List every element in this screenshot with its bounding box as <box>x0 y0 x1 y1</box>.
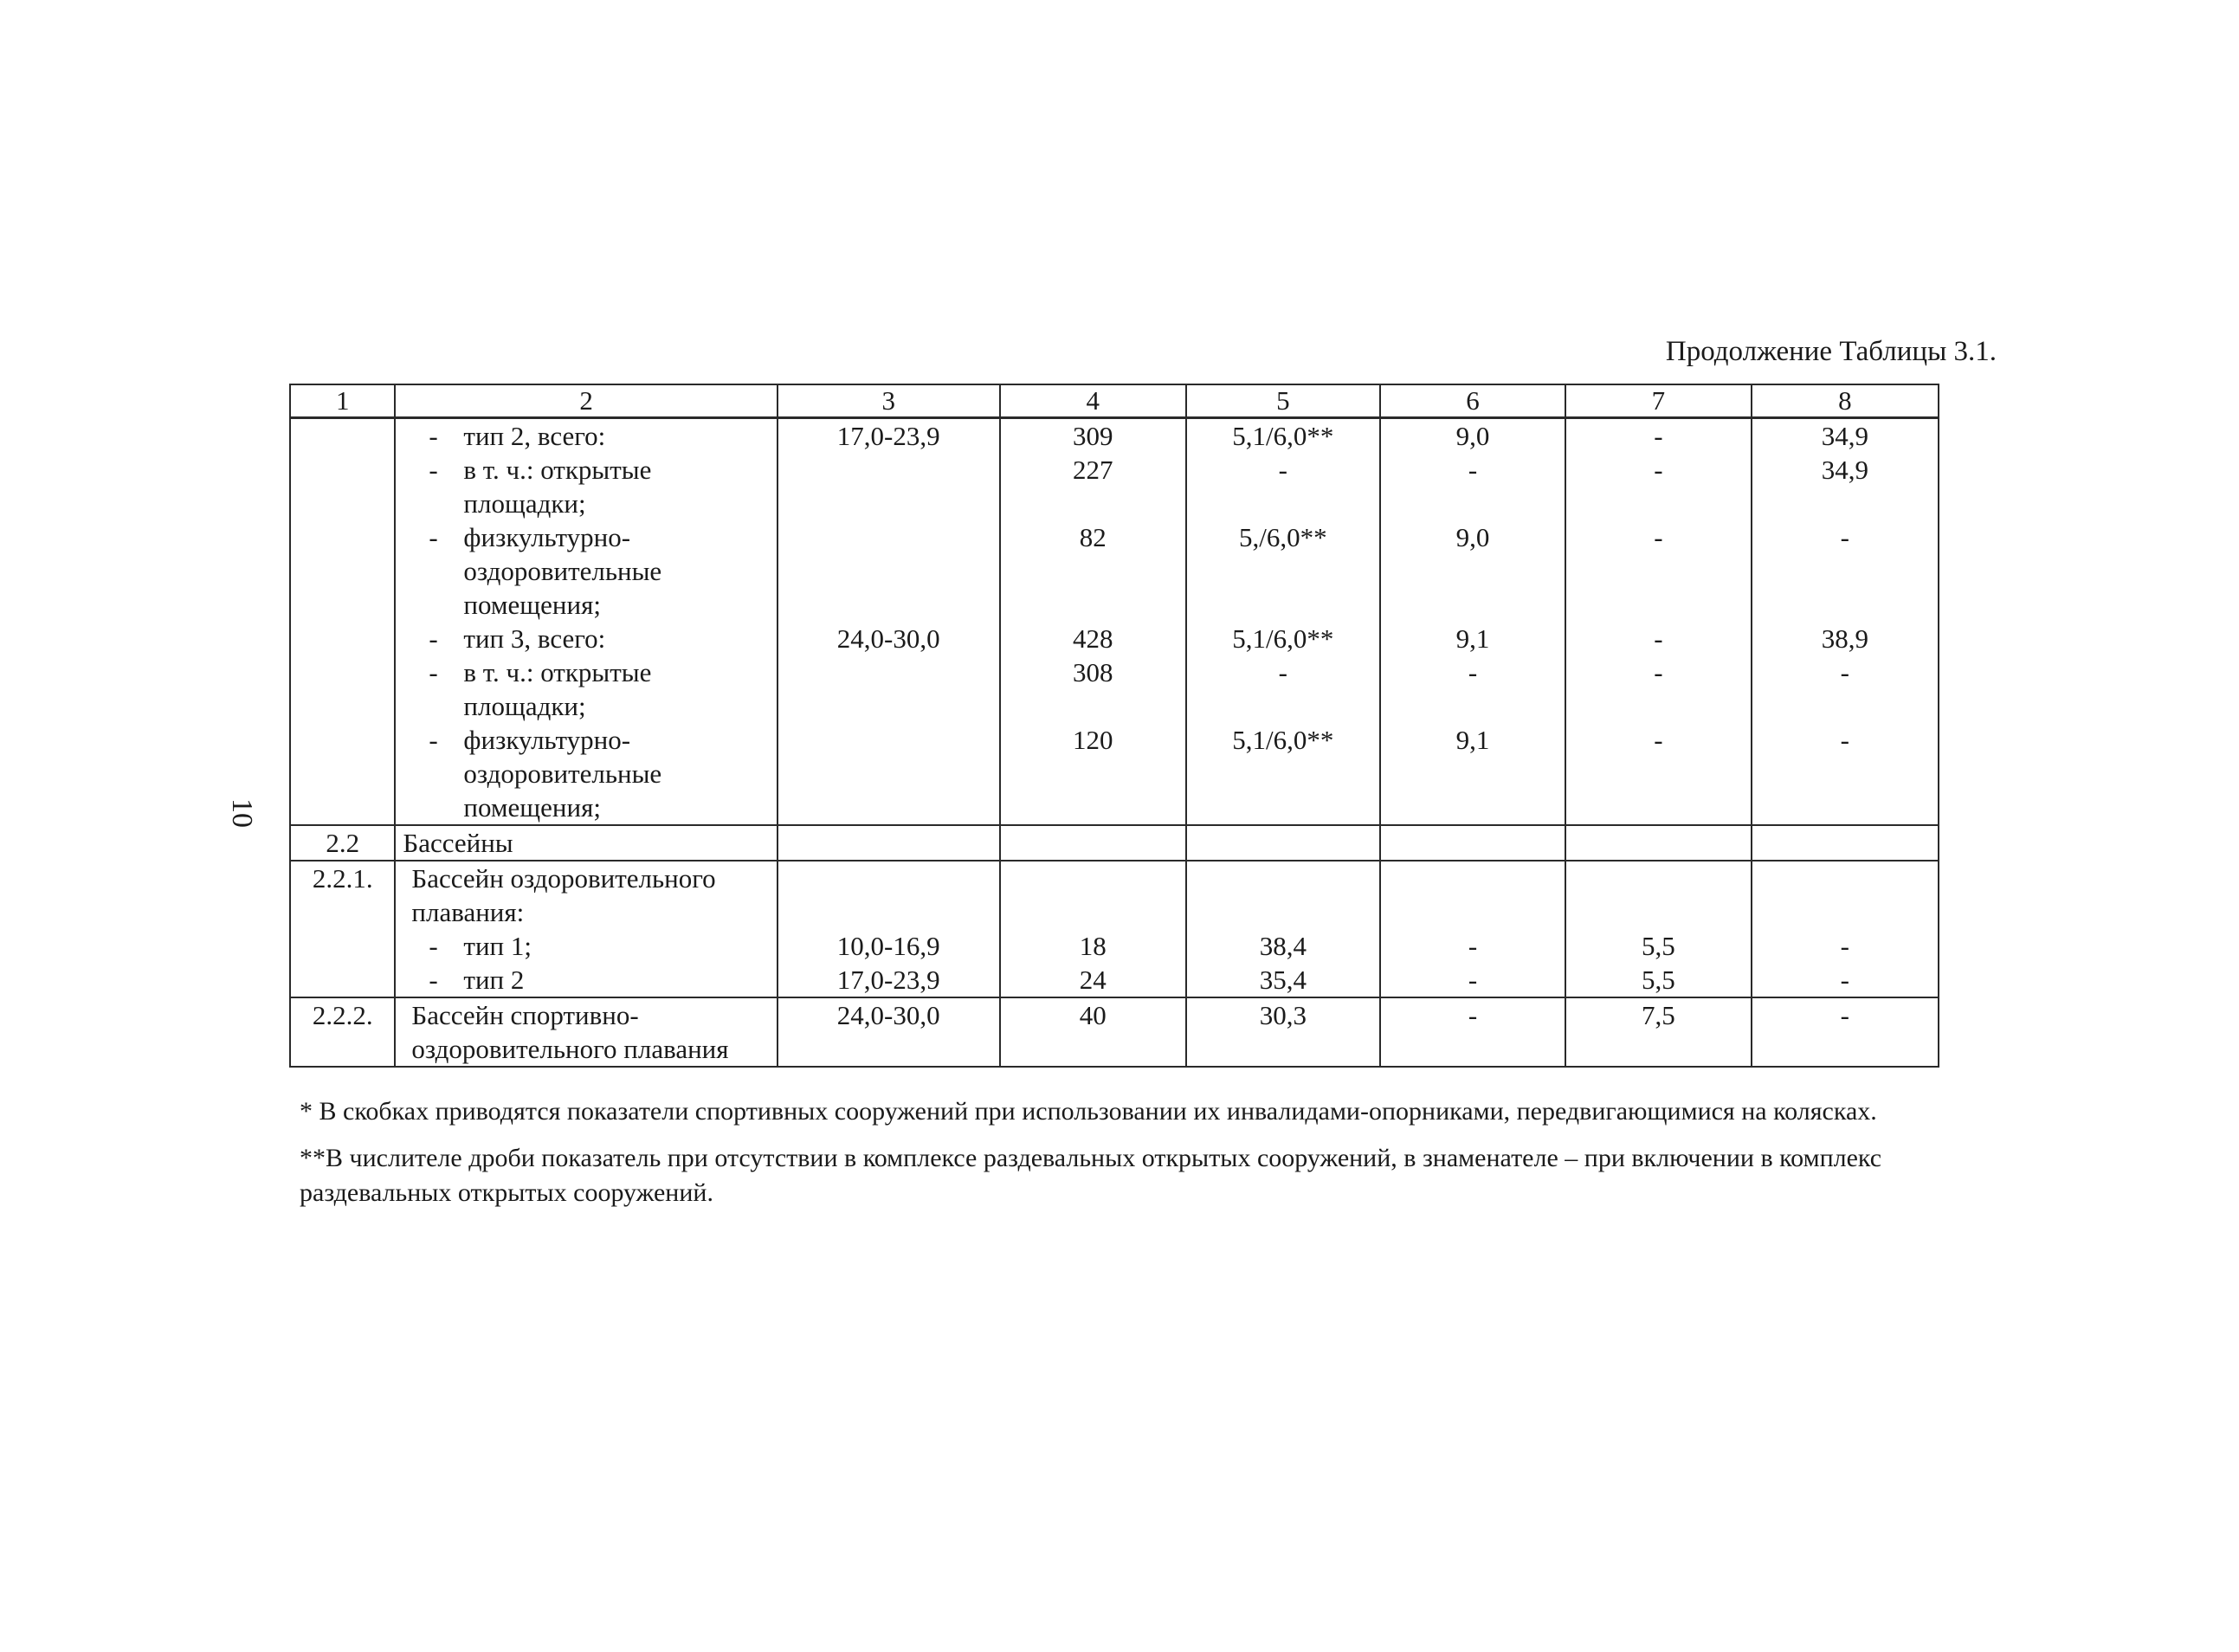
row-number <box>290 418 395 826</box>
footnotes <box>300 1094 1988 1223</box>
row-number: 2.2 <box>290 825 395 861</box>
col6-values: 9,0 - 9,0 9,1 - 9,1 <box>1380 418 1565 826</box>
table-row <box>290 861 1939 997</box>
col8-values: - - <box>1752 861 1939 997</box>
table-caption: Продолжение Таблицы 3.1. <box>1665 336 1997 367</box>
list-item: - физкультурно- оздоровительные помещения; <box>429 725 662 823</box>
col7-values: - - - - - - <box>1565 418 1751 826</box>
header-cell: 2 <box>395 384 778 418</box>
col3-values: 17,0-23,9 24,0-30,0 <box>778 418 1000 826</box>
row-title: Бассейны <box>395 825 778 861</box>
col7-value: 7,5 <box>1565 997 1751 1067</box>
col6-values: - - <box>1380 861 1565 997</box>
list-item: - тип 2 <box>429 965 525 995</box>
table-row <box>290 418 1939 826</box>
col6-value: - <box>1380 997 1565 1067</box>
header-cell: 5 <box>1186 384 1380 418</box>
header-cell: 8 <box>1752 384 1939 418</box>
list-item: - в т. ч.: открытые площадки; <box>429 455 652 519</box>
table-row <box>290 997 1939 1067</box>
item-names: Бассейн оздоровительного плавания: - тип 1; - тип 2 <box>395 861 778 997</box>
col8-value: - <box>1752 997 1939 1067</box>
table-header-row <box>290 384 1939 418</box>
header-cell: 6 <box>1380 384 1565 418</box>
item-names <box>395 418 778 826</box>
header-cell: 7 <box>1565 384 1751 418</box>
row-number: 2.2.1. <box>290 861 395 997</box>
list-item: - тип 1; <box>429 931 532 961</box>
footnote: * В скобках приводятся показатели спортивных сооружений при использовании их инвалидами-опорниками, передвигающимися на колясках. <box>300 1097 1877 1126</box>
header-cell: 4 <box>1000 384 1186 418</box>
col4-value: 40 <box>1000 997 1186 1067</box>
header-cell: 1 <box>290 384 395 418</box>
list-item: - тип 2, всего: <box>429 421 606 451</box>
list-item: - тип 3, всего: <box>429 623 606 654</box>
col4-values: 309 227 82 428 308 120 <box>1000 418 1186 826</box>
row-number: 2.2.2. <box>290 997 395 1067</box>
col5-values: 5,1/6,0** - 5,/6,0** 5,1/6,0** - 5,1/6,0** <box>1186 418 1380 826</box>
table-row <box>290 825 1939 861</box>
data-table <box>289 384 1939 1068</box>
col3-values: 10,0-16,9 17,0-23,9 <box>778 861 1000 997</box>
footnote: **В числителе дроби показатель при отсутствии в комплексе раздевальных открытых сооружений, в знаменателе – при включении в комплекс раздевальных открытых сооружений. <box>300 1144 1882 1207</box>
page-number: 10 <box>226 798 258 828</box>
header-cell: 3 <box>778 384 1000 418</box>
col8-values: 34,9 34,9 - 38,9 - - <box>1752 418 1939 826</box>
item-names: Бассейн спортивно- оздоровительного плавания <box>395 997 778 1067</box>
list-item: - физкультурно- оздоровительные помещения; <box>429 522 662 620</box>
col3-value: 24,0-30,0 <box>778 997 1000 1067</box>
col4-values: 18 24 <box>1000 861 1186 997</box>
list-item: - в т. ч.: открытые площадки; <box>429 657 652 721</box>
col7-values: 5,5 5,5 <box>1565 861 1751 997</box>
col5-values: 38,4 35,4 <box>1186 861 1380 997</box>
col5-value: 30,3 <box>1186 997 1380 1067</box>
